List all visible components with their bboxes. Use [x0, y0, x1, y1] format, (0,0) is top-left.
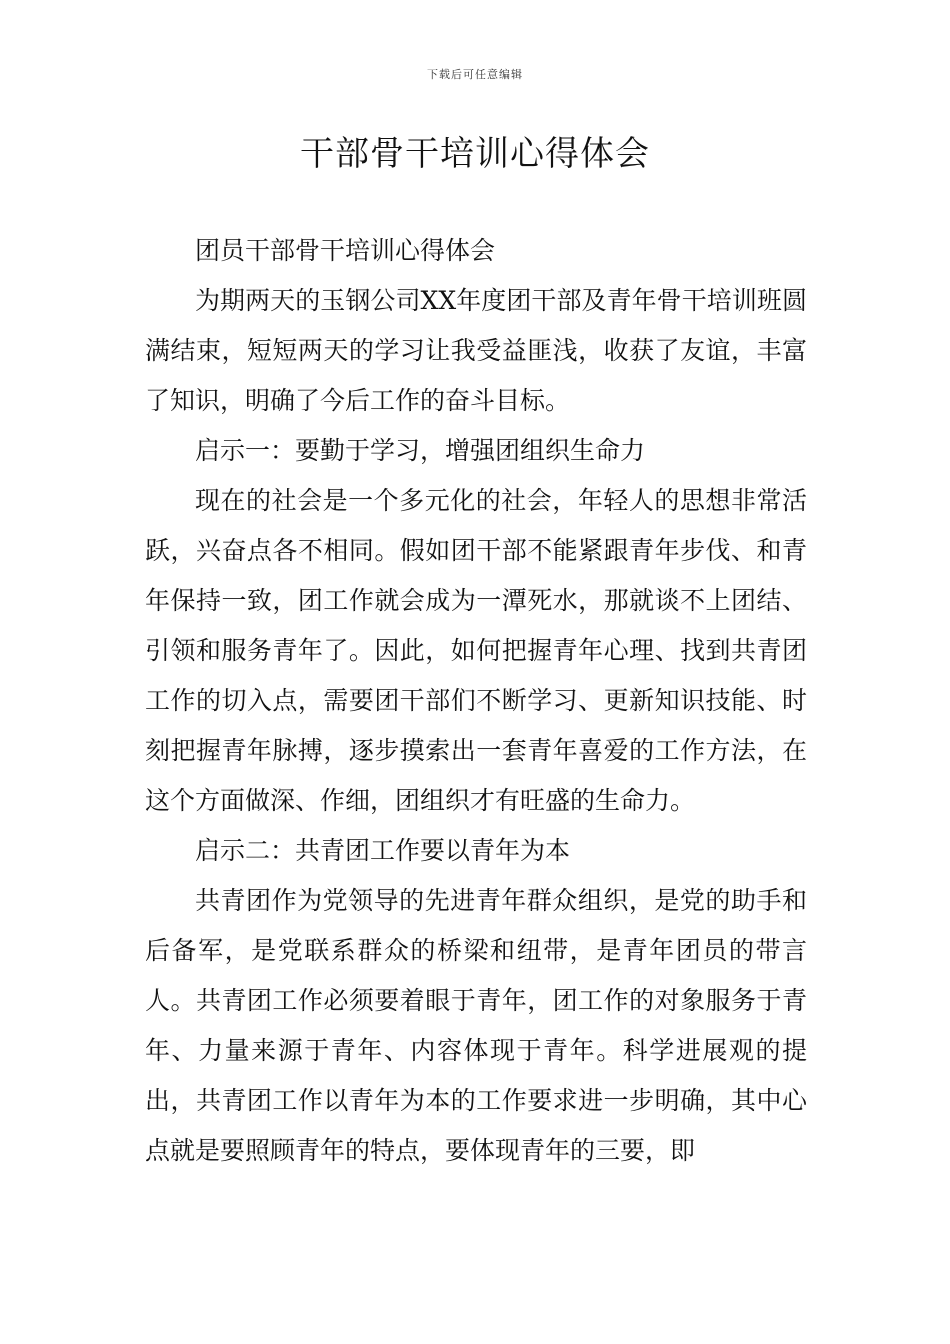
paragraph-heading-1: 启示一：要勤于学习，增强团组织生命力: [195, 436, 646, 465]
paragraph-body-1: 现在的社会是一个多元化的社会，年轻人的思想非常活跃，兴奋点各不相同。假如团干部不能紧跟青年步伐、和青年保持一致，团工作就会成为一潭死水，那就谈不上团结、引领和服务青年了。因此，如何把握青年心理、找到共青团工作的切入点，需要团干部们不断学习、更新知识技能、时刻把握青年脉搏，逐步摸索出一套青年喜爱的工作方法，在这个方面做深、作细，团组织才有旺盛的生命力。: [145, 486, 807, 815]
document-title: 干部骨干培训心得体会: [300, 134, 650, 174]
document-body: [145, 226, 807, 1176]
paragraph-subtitle: 团员干部骨干培训心得体会: [195, 236, 496, 265]
header-note: 下载后可任意编辑: [427, 68, 523, 81]
paragraph-body-2: 共青团作为党领导的先进青年群众组织，是党的助手和后备军，是党联系群众的桥梁和纽带，是青年团员的带言人。共青团工作必须要着眼于青年，团工作的对象服务于青年、力量来源于青年、内容体现于青年。科学进展观的提出，共青团工作以青年为本的工作要求进一步明确，其中心点就是要照顾青年的特点，要体现青年的三要，即: [145, 886, 807, 1165]
paragraph-intro: 为期两天的玉钢公司XX年度团干部及青年骨干培训班圆满结束，短短两天的学习让我受益匪浅，收获了友谊，丰富了知识，明确了今后工作的奋斗目标。: [145, 286, 807, 415]
paragraph-heading-2: 启示二：共青团工作要以青年为本: [195, 836, 571, 865]
